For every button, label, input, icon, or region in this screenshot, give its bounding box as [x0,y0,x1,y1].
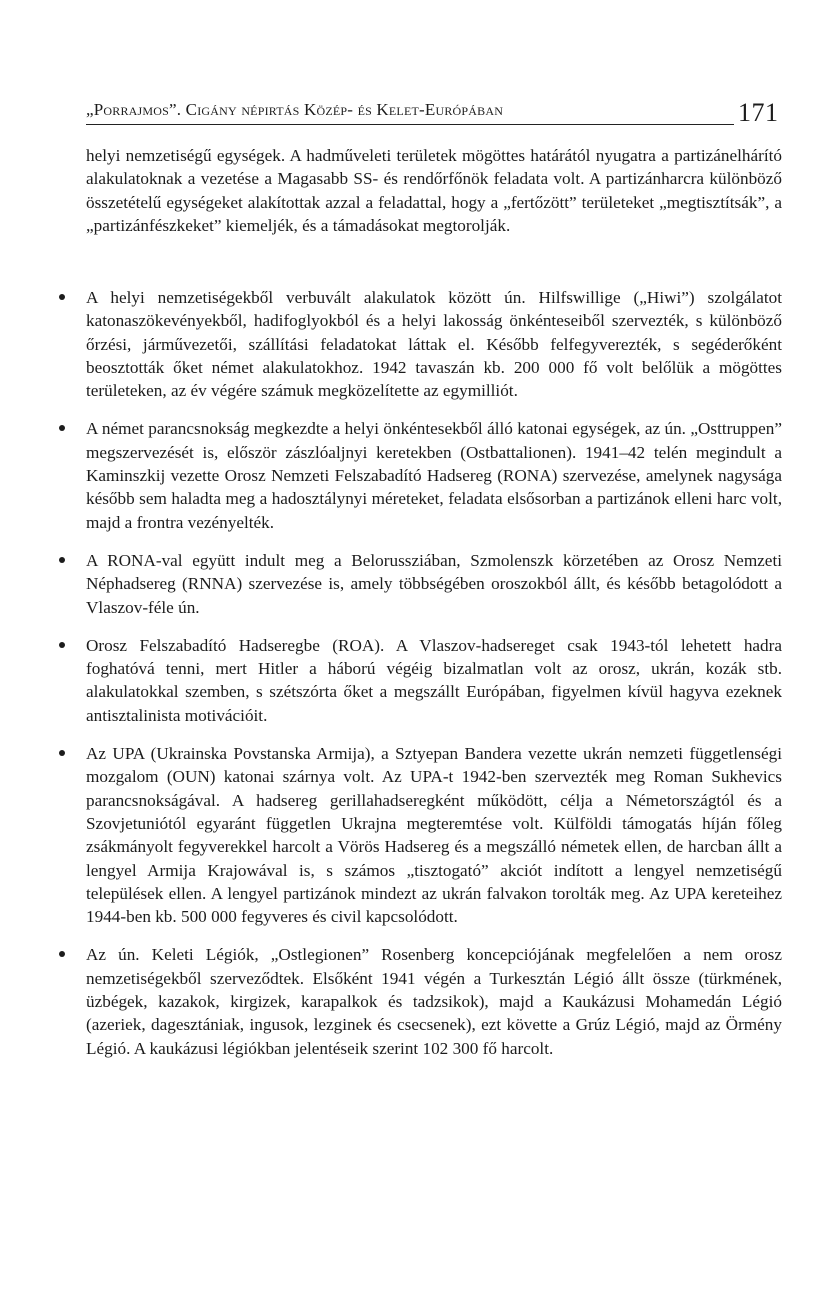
bullet-text: Az ún. Keleti Légiók, „Ostlegionen” Rosenberg koncepciójának megfelelően a nem orosz nemzetiségekből szerveződtek. Elsőként 1941 végén a Turkesztán Légió állt össze (türkmének, üzbégek, kazakok, kirgizek, karapalkok és tadzsikok), majd a Kaukázusi Mohamedán Légió (azeriek, dagesztániak, ingusok, lezginek és csecsenek), ezt követte a Grúz Légió, majd az Örmény Légió. A kaukázusi légiókban jelentéseik szerint 102 300 fő harcolt. [86,945,782,1058]
list-item [86,634,782,727]
bullet-icon [59,294,65,300]
running-head-title: „Porrajmos”. Cigány népirtás Közép- és Kelet-Európában [86,100,504,119]
list-item [86,943,782,1059]
running-head [86,80,734,125]
list-item [86,742,782,928]
list-item [86,417,782,533]
intro-paragraph: helyi nemzetiségű egységek. A hadműveleti területek mögöttes határától nyugatra a partizánelhárító alakulatoknak a vezetése a Magasabb SS- és rendőrfőnök feladata volt. A partizánharcra különböző összetételű egységeket alakítottak azzal a feladattal, hogy a „fertőzött” területeket „megtisztítsák”, a „partizánfészkeket” kiemeljék, és a támadásokat megtorolják. [86,146,782,235]
bullet-icon [59,557,65,563]
bullet-icon [59,951,65,957]
bullet-text: A német parancsnokság megkezdte a helyi önkéntesekből álló katonai egységek, az ún. „Osttruppen” megszervezését is, először zászlóaljnyi keretekben (Ostbattalionen). 1941–42 telén megindult a Kaminszkij vezette Orosz Nemzeti Felszabadító Hadsereg (RONA) szervezése, amelynek nagysága később sem haladta meg a hadosztálynyi méreteket, feladata elsősorban a partizánok elleni harc volt, majd a frontra vezényelték. [86,419,782,532]
bullet-icon [59,425,65,431]
bullet-icon [59,642,65,648]
book-page [86,80,786,1058]
bullet-text: A helyi nemzetiségekből verbuvált alakulatok között ún. Hilfswillige („Hiwi”) szolgálatot katonaszökevényekből, hadifoglyokból és a helyi lakosság önkénteseiből szervezték, s különböző őrzési, járművezetői, szállítási feladatokat láttak el. Később felfegyverezték, s segéderőként beosztották őket német alakulatokhoz. 1942 tavaszán kb. 200 000 fő volt belőlük a mögöttes területeken, az év végére számuk megközelítette az egymilliót. [86,288,782,401]
page-number: 171 [738,98,779,127]
bullet-text: Az UPA (Ukrainska Povstanska Armija), a Sztyepan Bandera vezette ukrán nemzeti függetlenségi mozgalom (OUN) katonai szárnya volt. Az UPA-t 1942-ben szervezték meg Roman Sukhevics parancsnokságával. A hadsereg gerillahadseregként működött, célja a Németországtól és a Szovjetuniótól egyaránt független Ukrajna megteremtése volt. Külföldi támogatás híján főleg zsákmányolt fegyverekkel harcolt a Vörös Hadsereg és a megszálló németek ellen, de harcban állt a lengyel Armija Krajowával is, s számos „tisztogató” akciót indított a lengyel nemzetiségű települések ellen. A lengyel partizánok mindezt az ukrán falvakon torolták meg. Az UPA kereteihez 1944-ben kb. 500 000 fegyveres és civil kapcsolódott. [86,744,782,927]
bullet-list [86,286,782,1075]
bullet-icon [59,750,65,756]
bullet-text: Orosz Felszabadító Hadseregbe (ROA). A Vlaszov-hadsereget csak 1943-tól lehetett hadra foghatóvá tenni, mert Hitler a háború végéig bizalmatlan volt az orosz, ukrán, kozák stb. alakulatokkal szemben, s szétszórta őket a megszállt Európában, figyelmen kívül hagyva ezeknek antisztalinista motivációit. [86,635,782,725]
bullet-text: A RONA-val együtt indult meg a Belorussziában, Szmolenszk körzetében az Orosz Nemzeti Néphadsereg (RNNA) szervezése is, amely többségében oroszokból állt, és később betagolódott a Vlaszov-féle ún. [86,550,782,617]
list-item [86,549,782,619]
list-item [86,286,782,402]
